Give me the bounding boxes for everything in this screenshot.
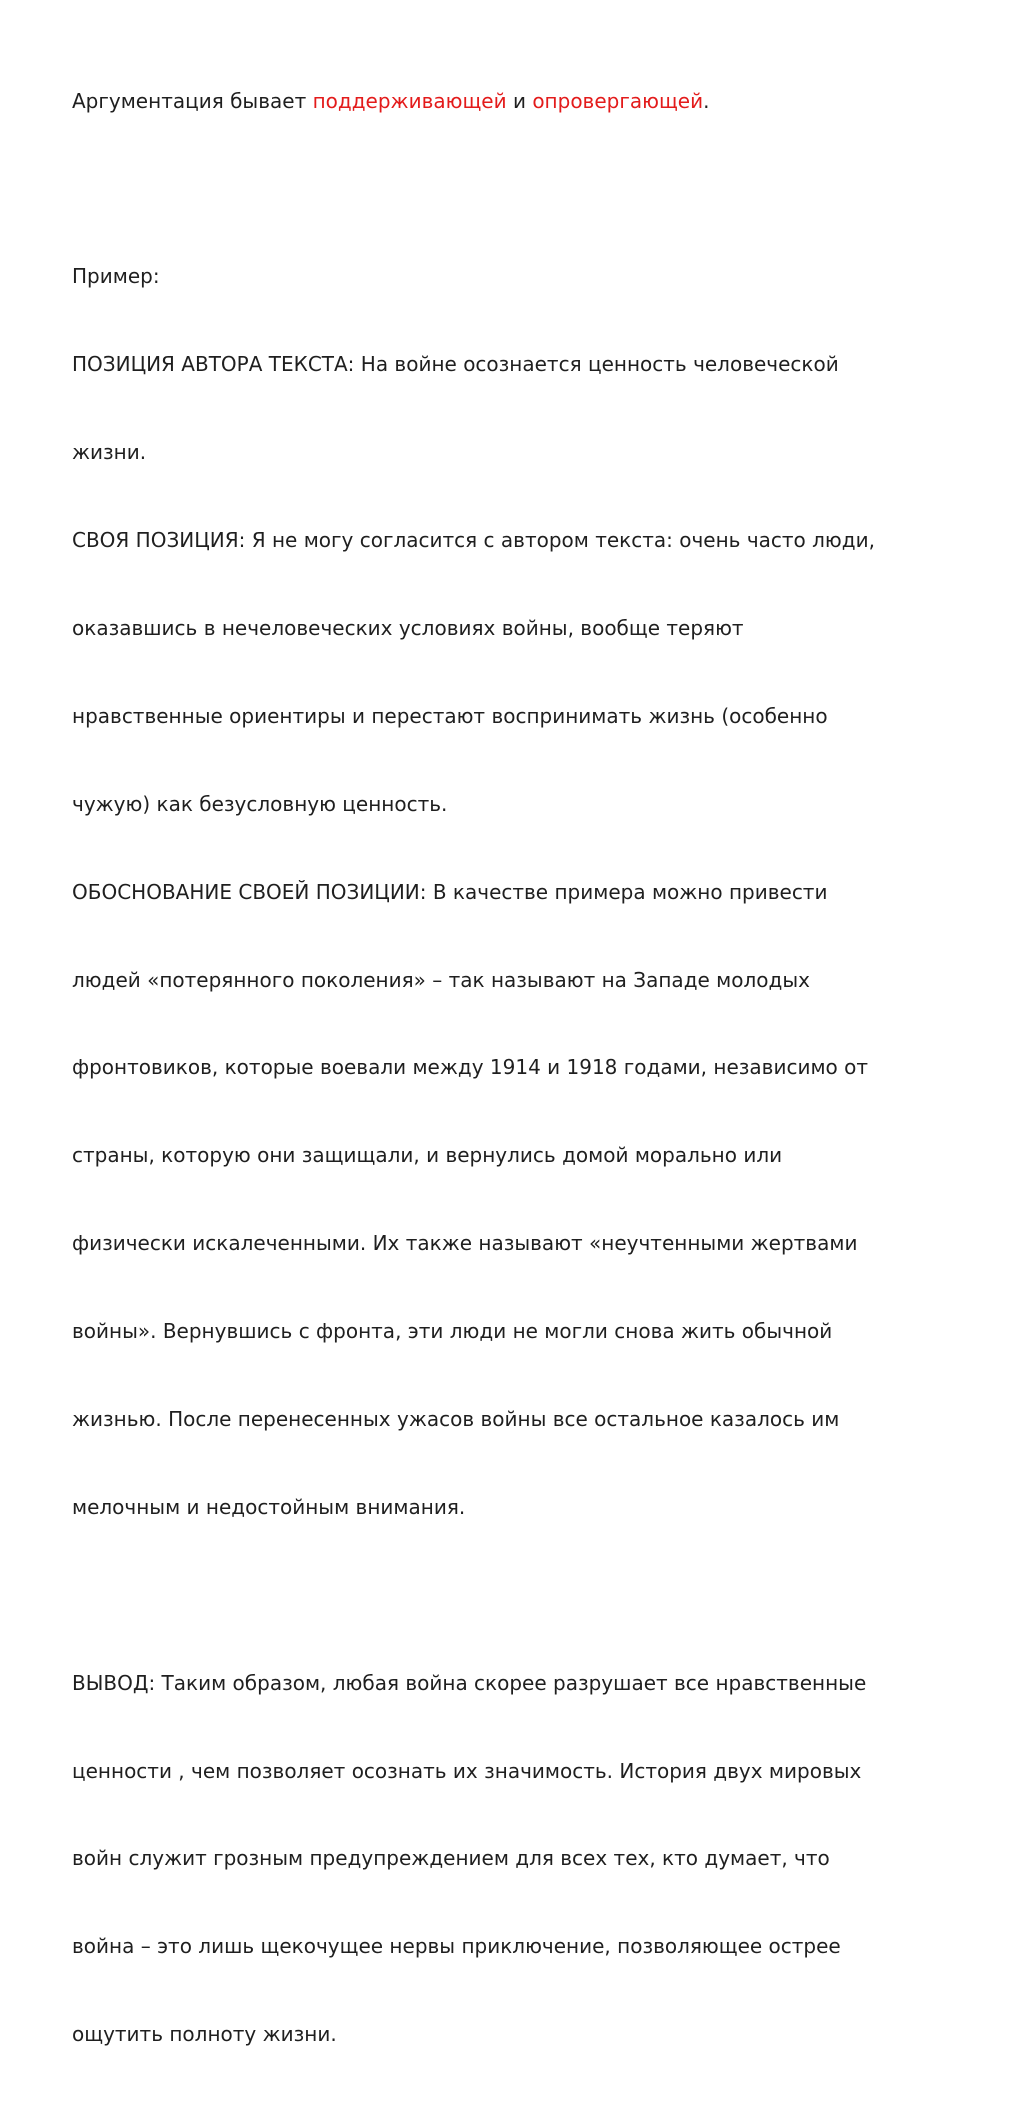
text-line: ПОЗИЦИЯ АВТОРА ТЕКСТА: На войне осознается ценность человеческой [72,352,839,377]
text-line: физически искалеченными. Их также называют «неучтенными жертвами [72,1231,858,1256]
text-line: ощутить полноту жизни. [72,2022,337,2047]
slide-text [72,28,952,2108]
text-line: людей «потерянного поколения» – так называют на Западе молодых [72,967,810,992]
text-line: ценности , чем позволяет осознать их значимость. История двух мировых [72,1758,862,1783]
text-line: страны, которую они защищали, и вернулись домой морально или [72,1143,783,1168]
text-line: ОБОСНОВАНИЕ СВОЕЙ ПОЗИЦИИ: В качестве примера можно привести [72,879,828,904]
text-line: жизни. [72,440,147,465]
text-line [72,174,952,203]
text-line: мелочным и недостойным внимания. [72,1494,466,1519]
text-line: СВОЯ ПОЗИЦИЯ: Я не могу согласится с автором текста: очень часто люди, [72,528,875,553]
intro-suffix: . [703,88,710,113]
text-line: чужую) как безусловную ценность. [72,791,448,816]
text-line: ВЫВОД: Таким образом, любая война скорее разрушает все нравственные [72,1670,867,1695]
text-line: войн служит грозным предупреждением для всех тех, кто думает, что [72,1846,830,1871]
text-line: войны». Вернувшись с фронта, эти люди не могли снова жить обычной [72,1319,833,1344]
intro-middle: и [506,88,533,113]
text-line: Пример: [72,264,160,289]
text-line: жизнью. После перенесенных ужасов войны все остальное казалось им [72,1406,840,1431]
text-line [72,1581,952,1610]
text-line: нравственные ориентиры и перестают воспринимать жизнь (особенно [72,703,828,728]
intro-prefix: Аргументация бывает [72,88,313,113]
text-line: фронтовиков, которые воевали между 1914 и 1918 годами, независимо от [72,1055,869,1080]
intro-line [72,87,952,116]
intro-term-supporting: поддерживающей [312,88,507,113]
text-line: оказавшись в нечеловеческих условиях войны, вообще теряют [72,615,744,640]
intro-term-refuting: опровергающей [532,88,704,113]
text-line: война – это лишь щекочущее нервы приключение, позволяющее острее [72,1934,841,1959]
